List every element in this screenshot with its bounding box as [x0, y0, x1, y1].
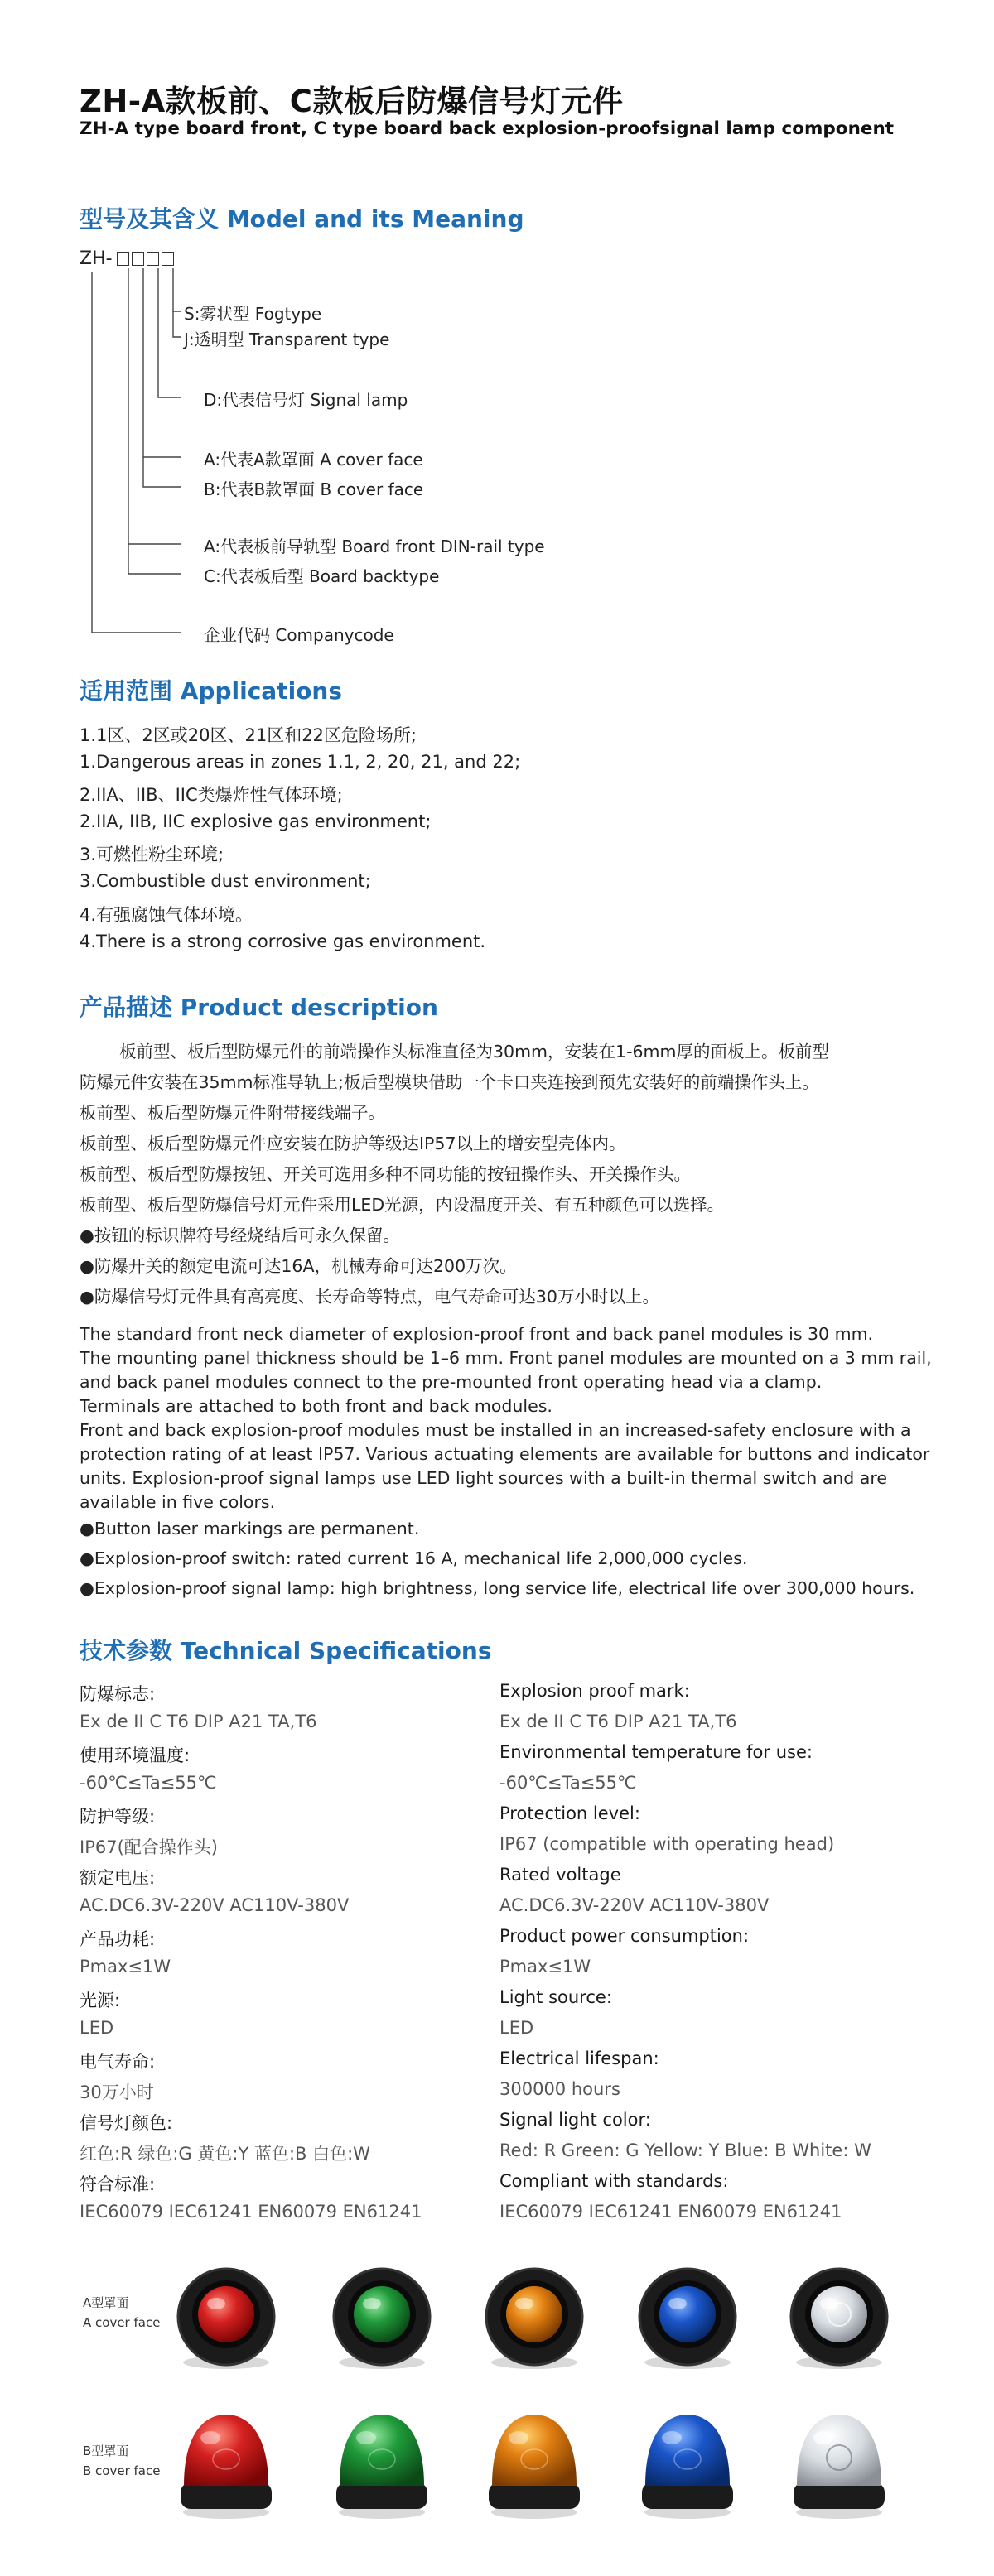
spec-value-en: -60℃≤Ta≤55℃: [499, 1773, 637, 1793]
spec-label-en: Environmental temperature for use:: [499, 1742, 813, 1762]
spec-label-en: Rated voltage: [499, 1865, 621, 1885]
spec-label-cn: 防爆标志:: [80, 1684, 156, 1704]
spec-label-en: Explosion proof mark:: [499, 1681, 690, 1701]
spec-label-cn: 额定电压:: [80, 1868, 156, 1888]
application-line: 4.There is a strong corrosive gas environment.: [80, 932, 486, 951]
description-en-line: units. Explosion-proof signal lamps use LED light sources with a built-in thermal switch and are: [80, 1468, 887, 1488]
application-line: 2.IIA、IIB、IIC类爆炸性气体环境;: [80, 785, 343, 805]
model-option-b-cover: B:代表B款罩面 B cover face: [204, 479, 424, 499]
application-line: 3.Combustible dust environment;: [80, 871, 371, 891]
lamp-a-yellow: [480, 2265, 588, 2372]
description-en-line: protection rating of at least IP57. Various actuating elements are available for buttons and indicator: [80, 1444, 930, 1464]
description-en-line: available in five colors.: [80, 1492, 276, 1512]
spec-label-cn: 电气寿命:: [80, 2052, 156, 2072]
spec-value-cn: IEC60079 IEC61241 EN60079 EN61241: [80, 2202, 422, 2222]
lamp-b-red: [172, 2410, 280, 2521]
model-code-box-4: [162, 252, 174, 266]
b-cover-label-en: B cover face: [83, 2463, 161, 2478]
page-subtitle: ZH-A type board front, C type board back explosion-proofsignal lamp component: [80, 118, 895, 139]
spec-label-en: Product power consumption:: [499, 1926, 750, 1946]
spec-value-cn: IP67(配合操作头): [80, 1837, 218, 1857]
spec-label-en: Signal light color:: [499, 2110, 651, 2130]
model-option-signal-lamp: D:代表信号灯 Signal lamp: [204, 390, 408, 410]
model-option-transparent: J:透明型 Transparent type: [184, 330, 390, 349]
spec-label-en: Compliant with standards:: [499, 2171, 729, 2191]
spec-label-cn: 产品功耗:: [80, 1929, 156, 1949]
lamp-a-red: [172, 2265, 280, 2372]
spec-value-en: LED: [499, 2018, 534, 2038]
model-code-box-1: [117, 252, 129, 266]
b-cover-label-cn: B型罩面: [83, 2444, 129, 2458]
model-option-board-front: A:代表板前导轨型 Board front DIN-rail type: [204, 537, 545, 556]
spec-label-cn: 防护等级:: [80, 1807, 156, 1827]
description-en-line: The standard front neck diameter of explosion-proof front and back panel modules is 30 mm.: [80, 1324, 874, 1344]
lamp-a-white: [785, 2265, 893, 2372]
spec-value-cn: 红色:R 绿色:G 黄色:Y 蓝色:B 白色:W: [80, 2144, 370, 2164]
spec-label-cn: 信号灯颜色:: [80, 2113, 173, 2133]
description-section-title: 产品描述 Product description: [80, 994, 438, 1021]
spec-label-en: Electrical lifespan:: [499, 2049, 659, 2068]
description-cn-line: ●防爆开关的额定电流可达16A，机械寿命可达200万次。: [80, 1256, 517, 1276]
description-en-line: Front and back explosion-proof modules must be installed in an increased-safety enclosure with a: [80, 1420, 911, 1440]
description-cn-line: ●按钮的标识牌符号经烧结后可永久保留。: [80, 1225, 400, 1245]
description-en-line: ●Explosion-proof switch: rated current 16 A, mechanical life 2,000,000 cycles.: [80, 1548, 748, 1568]
b-cover-row-label: [83, 2441, 160, 2481]
description-cn-line: 板前型、板后型防爆按钮、开关可选用多种不同功能的按钮操作头、开关操作头。: [80, 1164, 691, 1184]
spec-value-en: 300000 hours: [499, 2079, 620, 2099]
description-en-line: The mounting panel thickness should be 1–6 mm. Front panel modules are mounted on a 3 mm rail,: [80, 1348, 932, 1368]
lamp-b-blue: [634, 2410, 741, 2521]
description-cn-line: 板前型、板后型防爆元件附带接线端子。: [80, 1103, 385, 1123]
model-option-a-cover: A:代表A款罩面 A cover face: [204, 450, 423, 469]
spec-label-cn: 符合标准:: [80, 2174, 156, 2194]
lamp-a-blue: [634, 2265, 741, 2372]
lamp-b-yellow: [480, 2410, 588, 2521]
applications-section-title: 适用范围 Applications: [80, 677, 343, 705]
model-code-prefix: ZH-: [80, 248, 113, 269]
description-en-line: Terminals are attached to both front and back modules.: [80, 1396, 552, 1416]
spec-value-cn: AC.DC6.3V-220V AC110V-380V: [80, 1895, 350, 1915]
model-code-box-3: [147, 252, 159, 266]
spec-value-cn: 30万小时: [80, 2082, 154, 2102]
model-section-title: 型号及其含义 Model and its Meaning: [80, 205, 524, 233]
application-line: 2.IIA, IIB, IIC explosive gas environment;: [80, 811, 432, 831]
application-line: 1.Dangerous areas in zones 1.1, 2, 20, 21, and 22;: [80, 752, 521, 772]
spec-value-cn: Pmax≤1W: [80, 1957, 171, 1977]
application-line: 3.可燃性粉尘环境;: [80, 845, 224, 864]
spec-label-cn: 光源:: [80, 1991, 121, 2010]
model-option-company-code: 企业代码 Companycode: [204, 625, 394, 645]
model-code-box-2: [132, 252, 144, 266]
page-title: ZH-A款板前、C款板后防爆信号灯元件: [80, 84, 624, 119]
spec-value-en: Pmax≤1W: [499, 1957, 591, 1977]
model-diagram: [80, 248, 742, 662]
spec-value-cn: -60℃≤Ta≤55℃: [80, 1773, 217, 1793]
application-line: 4.有强腐蚀气体环境。: [80, 905, 253, 925]
lamp-b-green: [328, 2410, 436, 2521]
spec-label-en: Protection level:: [499, 1803, 640, 1823]
lamp-b-white: [785, 2410, 893, 2521]
spec-value-en: IEC60079 IEC61241 EN60079 EN61241: [499, 2202, 842, 2222]
model-option-board-back: C:代表板后型 Board backtype: [204, 566, 440, 586]
spec-value-en: AC.DC6.3V-220V AC110V-380V: [499, 1895, 770, 1915]
spec-value-cn: LED: [80, 2018, 114, 2038]
application-line: 1.1区、2区或20区、21区和22区危险场所;: [80, 725, 417, 745]
lamp-a-green: [328, 2265, 436, 2372]
spec-value-en: IP67 (compatible with operating head): [499, 1834, 835, 1854]
description-cn-line: 防爆元件安装在35mm标准导轨上;板后型模块借助一个卡口夹连接到预先安装好的前端操作头上。: [80, 1072, 819, 1092]
description-cn-line: 板前型、板后型防爆元件的前端操作头标准直径为30mm，安装在1-6mm厚的面板上。板前型: [119, 1042, 829, 1062]
spec-value-cn: Ex de II C T6 DIP A21 TA,T6: [80, 1712, 317, 1731]
description-cn-line: 板前型、板后型防爆信号灯元件采用LED光源，内设温度开关、有五种颜色可以选择。: [80, 1195, 725, 1215]
a-cover-label-cn: A型罩面: [83, 2295, 129, 2310]
a-cover-row-label: [83, 2293, 160, 2333]
specs-section-title: 技术参数 Technical Specifications: [80, 1637, 492, 1664]
description-en-line: ●Explosion-proof signal lamp: high brightness, long service life, electrical life over 300,000 hours.: [80, 1578, 915, 1598]
model-option-fog: S:雾状型 Fogtype: [184, 304, 322, 324]
description-en-line: ●Button laser markings are permanent.: [80, 1519, 420, 1538]
a-cover-label-en: A cover face: [83, 2315, 161, 2330]
spec-value-en: Ex de II C T6 DIP A21 TA,T6: [499, 1712, 737, 1731]
spec-label-en: Light source:: [499, 1987, 612, 2007]
spec-value-en: Red: R Green: G Yellow: Y Blue: B White: W: [499, 2140, 871, 2160]
description-cn-line: 板前型、板后型防爆元件应安装在防护等级达IP57以上的增安型壳体内。: [80, 1134, 626, 1153]
description-cn-line: ●防爆信号灯元件具有高亮度、长寿命等特点，电气寿命可达30万小时以上。: [80, 1287, 659, 1307]
description-en-line: and back panel modules connect to the pre-mounted front operating head via a clamp.: [80, 1372, 823, 1392]
spec-label-cn: 使用环境温度:: [80, 1745, 191, 1765]
